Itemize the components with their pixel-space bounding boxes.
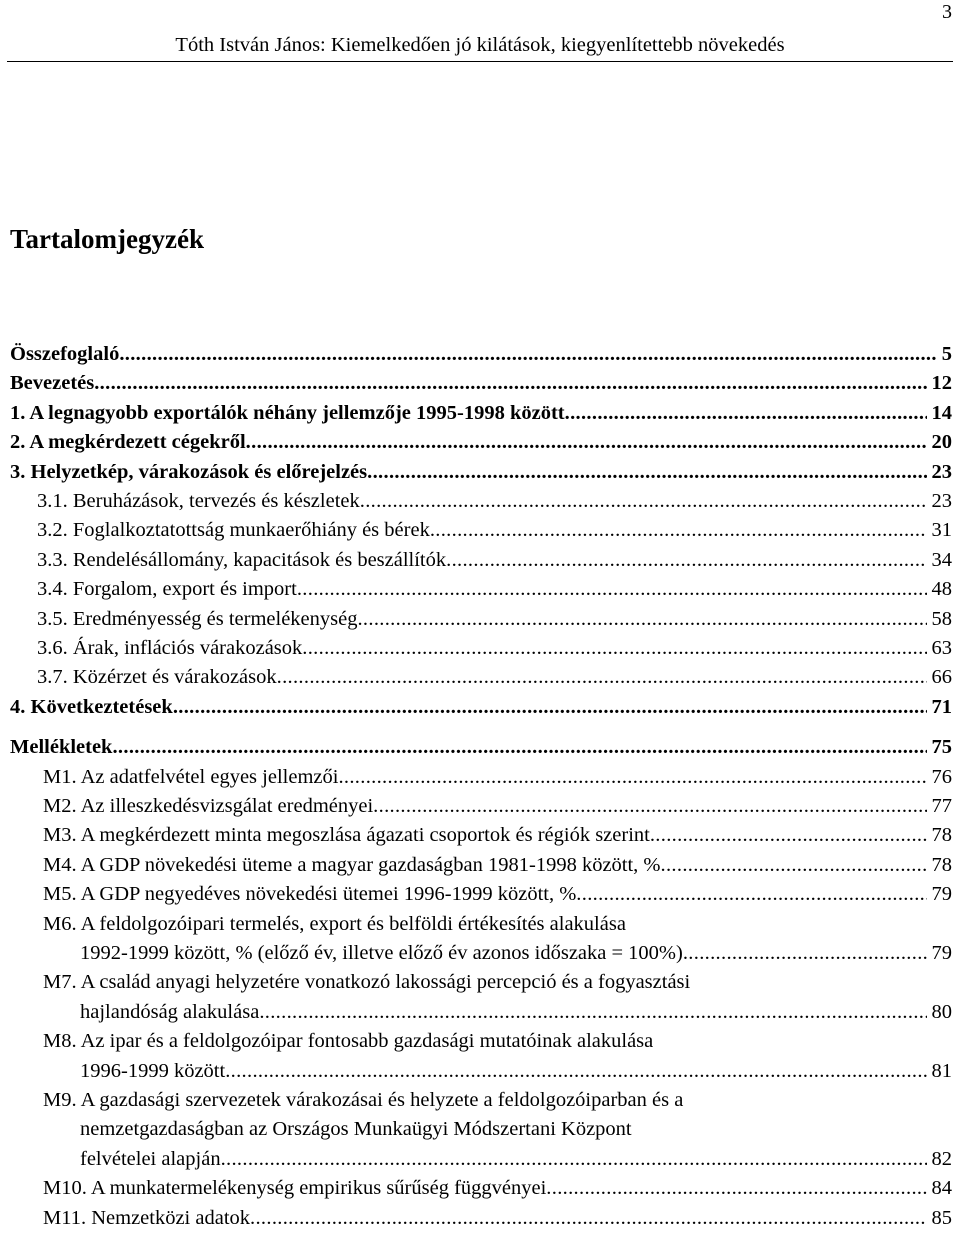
toc-entry-title: 3.7. Közérzet és várakozások bbox=[37, 666, 277, 689]
dot-leader bbox=[446, 546, 926, 575]
dot-leader bbox=[173, 693, 927, 722]
toc-entry[interactable] bbox=[10, 763, 952, 792]
toc-entry-title: 1. A legnagyobb exportálók néhány jellemzője 1995-1998 között bbox=[10, 401, 565, 424]
toc-entry-title: 3.1. Beruházások, tervezés és készletek bbox=[37, 490, 360, 512]
dot-leader bbox=[277, 663, 927, 692]
toc-entry-title: M11. Nemzetközi adatok bbox=[43, 1206, 251, 1229]
toc-entry-page: 12 bbox=[931, 372, 952, 395]
toc-entry-title: Mellékletek bbox=[10, 736, 113, 759]
toc-title: Tartalomjegyzék bbox=[10, 224, 204, 254]
toc-entry-title: M4. A GDP növekedési üteme a magyar gazdaságban 1981-1998 között, % bbox=[43, 853, 661, 876]
toc-entry-title: Összefoglaló bbox=[10, 343, 120, 365]
dot-leader bbox=[225, 1057, 926, 1086]
toc-entry-page: 63 bbox=[931, 637, 952, 659]
toc-entry-title-continuation: 1992-1999 között, % (előző év, illetve előző év azonos időszaka = 100%) bbox=[80, 942, 683, 964]
toc-entry-page: 66 bbox=[931, 666, 952, 689]
dot-leader bbox=[259, 998, 926, 1027]
dot-leader bbox=[338, 763, 926, 792]
toc-entry-page: 14 bbox=[931, 401, 952, 424]
toc-entry[interactable] bbox=[10, 910, 952, 969]
dot-leader bbox=[546, 1174, 926, 1203]
dot-leader bbox=[297, 575, 927, 604]
toc-entry[interactable] bbox=[10, 968, 952, 1027]
toc-entry-title-continuation: 1996-1999 között bbox=[80, 1059, 226, 1082]
toc-entry[interactable] bbox=[10, 399, 952, 428]
toc-entry-title: 2. A megkérdezett cégekről bbox=[10, 431, 246, 454]
dot-leader bbox=[357, 605, 926, 634]
toc-entry-page: 48 bbox=[931, 578, 952, 601]
toc-entry-title: M9. A gazdasági szervezetek várakozásai és helyzete a feldolgozóiparban és a bbox=[43, 1089, 684, 1111]
toc-entry-page: 34 bbox=[931, 548, 952, 571]
toc-entry-page: 31 bbox=[931, 519, 952, 542]
dot-leader bbox=[112, 733, 926, 762]
toc-entry[interactable] bbox=[10, 634, 952, 663]
running-header: Tóth István János: Kiemelkedően jó kilátások, kiegyenlítettebb növekedés bbox=[175, 34, 785, 56]
dot-leader bbox=[221, 1145, 927, 1174]
toc-entry[interactable] bbox=[10, 1204, 952, 1233]
toc-entry-title: M7. A család anyagi helyzetére vonatkozó lakossági percepció és a fogyasztási bbox=[43, 971, 691, 994]
toc-entry-page: 20 bbox=[931, 431, 952, 454]
toc-entry-title: M6. A feldolgozóipari termelés, export és belföldi értékesítés alakulása bbox=[43, 912, 626, 935]
toc-entry-title: 3.6. Árak, inflációs várakozások bbox=[37, 637, 303, 659]
toc-entry-page: 85 bbox=[931, 1206, 952, 1229]
toc-entry-page: 23 bbox=[931, 460, 952, 483]
toc-entry-title: 3. Helyzetkép, várakozások és előrejelzés bbox=[10, 460, 368, 483]
toc-entry-page: 79 bbox=[931, 883, 952, 906]
dot-leader bbox=[576, 880, 926, 909]
toc-entry[interactable] bbox=[10, 340, 952, 369]
toc-entry-title: 3.2. Foglalkoztatottság munkaerőhiány és bérek bbox=[37, 519, 430, 542]
toc-entry-title-continuation: hajlandóság alakulása bbox=[80, 1000, 260, 1023]
toc-entry-page: 75 bbox=[931, 736, 952, 759]
toc-entry[interactable] bbox=[10, 693, 952, 722]
dot-leader bbox=[367, 458, 926, 487]
toc-entry[interactable] bbox=[10, 792, 952, 821]
toc-entry-title: 3.5. Eredményesség és termelékenység bbox=[37, 607, 358, 630]
toc-entry-page: 77 bbox=[931, 795, 952, 817]
dot-leader bbox=[302, 634, 926, 663]
toc-entry[interactable] bbox=[10, 851, 952, 880]
toc-entry-title: 3.4. Forgalom, export és import bbox=[37, 578, 297, 601]
toc-entry-page: 81 bbox=[931, 1059, 952, 1082]
dot-leader bbox=[250, 1204, 926, 1233]
toc-entry-title-continuation: felvételei alapján bbox=[80, 1147, 221, 1170]
toc-entry-title: M3. A megkérdezett minta megoszlása ágazati csoportok és régiók szerint bbox=[43, 824, 650, 847]
toc-entry-page: 79 bbox=[931, 942, 952, 964]
toc-entry[interactable] bbox=[10, 605, 952, 634]
toc-entry[interactable] bbox=[10, 369, 952, 398]
dot-leader bbox=[373, 792, 926, 821]
toc-entry-page: 5 bbox=[941, 343, 952, 365]
toc-entry-title: 3.3. Rendelésállomány, kapacitások és beszállítók bbox=[37, 548, 447, 571]
toc-entry-title-continuation: nemzetgazdaságban az Országos Munkaügyi Módszertani Központ bbox=[80, 1118, 632, 1141]
toc-entry-page: 58 bbox=[931, 607, 952, 630]
toc-entry-page: 23 bbox=[931, 490, 952, 512]
dot-leader bbox=[683, 939, 927, 968]
dot-leader bbox=[360, 487, 927, 516]
toc-entry-page: 80 bbox=[931, 1000, 952, 1023]
header-rule bbox=[7, 61, 953, 62]
page-number: 3 bbox=[942, 1, 952, 23]
toc-entry-page: 71 bbox=[931, 695, 952, 718]
dot-leader bbox=[119, 340, 936, 369]
toc-entry-title: Bevezetés bbox=[10, 372, 95, 395]
dot-leader bbox=[94, 369, 926, 398]
toc-entry-title: M8. Az ipar és a feldolgozóipar fontosabb gazdasági mutatóinak alakulása bbox=[43, 1030, 654, 1053]
toc-entry[interactable] bbox=[10, 1174, 952, 1203]
toc-entry[interactable] bbox=[10, 458, 952, 487]
dot-leader bbox=[246, 428, 927, 457]
toc-entry-page: 78 bbox=[931, 824, 952, 847]
toc-entry[interactable] bbox=[10, 1027, 952, 1086]
toc-entry[interactable] bbox=[10, 663, 952, 692]
toc-entry[interactable] bbox=[10, 487, 952, 516]
dot-leader bbox=[661, 851, 927, 880]
toc-entry[interactable] bbox=[10, 428, 952, 457]
toc-entry[interactable] bbox=[10, 546, 952, 575]
dot-leader bbox=[565, 399, 927, 428]
toc-entry[interactable] bbox=[10, 1086, 952, 1174]
toc-entry-page: 78 bbox=[931, 853, 952, 876]
toc-entry[interactable] bbox=[10, 821, 952, 850]
toc-entry[interactable] bbox=[10, 516, 952, 545]
toc-entry-title: M1. Az adatfelvétel egyes jellemzői bbox=[43, 765, 339, 788]
toc-entry[interactable] bbox=[10, 880, 952, 909]
toc-entry-title: M5. A GDP negyedéves növekedési ütemei 1996-1999 között, % bbox=[43, 883, 577, 906]
toc-entry[interactable] bbox=[10, 575, 952, 604]
toc-entry-title: M10. A munkatermelékenység empirikus sűrűség függvényei bbox=[43, 1177, 547, 1200]
toc-entry-title: 4. Következtetések bbox=[10, 695, 173, 718]
toc-entry[interactable] bbox=[10, 733, 952, 762]
toc-entry-title: M2. Az illeszkedésvizsgálat eredményei bbox=[43, 795, 374, 817]
dot-leader bbox=[430, 516, 927, 545]
dot-leader bbox=[650, 821, 927, 850]
toc-entry-page: 76 bbox=[931, 765, 952, 788]
toc-entry-page: 84 bbox=[931, 1177, 952, 1200]
toc-entry-page: 82 bbox=[931, 1147, 952, 1170]
